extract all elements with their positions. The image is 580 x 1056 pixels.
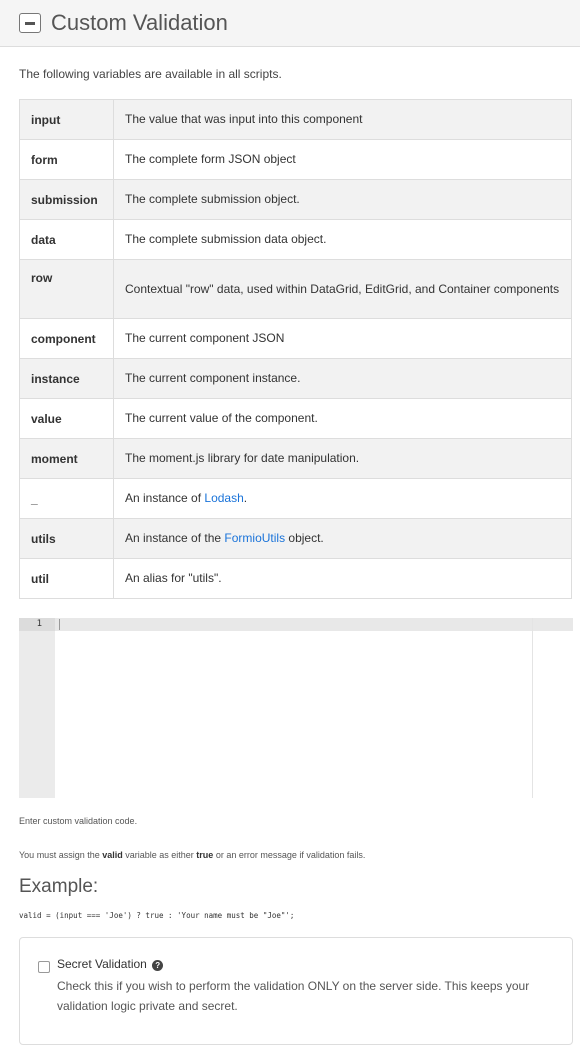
- lodash-link[interactable]: Lodash: [204, 491, 244, 505]
- table-row: [20, 359, 572, 399]
- table-row: [20, 479, 572, 519]
- variable-desc: The complete submission object.: [114, 180, 572, 220]
- help-text-valid: valid: [102, 850, 123, 860]
- variable-desc: The moment.js library for date manipulation.: [114, 439, 572, 479]
- secret-validation-row: [38, 957, 556, 1016]
- panel-body: [0, 67, 580, 1045]
- variable-desc: The complete form JSON object: [114, 140, 572, 180]
- secret-validation-label[interactable]: Secret Validation: [57, 957, 147, 971]
- help-text-assign-valid: [19, 850, 572, 860]
- variable-name: instance: [20, 359, 114, 399]
- secret-validation-checkbox[interactable]: [38, 961, 50, 973]
- table-row: [20, 260, 572, 319]
- secret-validation-label-wrap: [57, 957, 537, 1016]
- help-text-enter-code: Enter custom validation code.: [19, 816, 138, 826]
- variable-name: submission: [20, 180, 114, 220]
- variable-desc: The current value of the component.: [114, 399, 572, 439]
- variable-name: utils: [20, 519, 114, 559]
- variable-name: row: [20, 260, 114, 319]
- help-text-part: or an error message if validation fails.: [213, 850, 366, 860]
- table-row: [20, 319, 572, 359]
- line-number: 1: [19, 618, 55, 631]
- variable-desc: The current component JSON: [114, 319, 572, 359]
- variable-desc: The complete submission data object.: [114, 220, 572, 260]
- desc-suffix: .: [243, 491, 248, 505]
- panel-header: [0, 0, 580, 47]
- question-circle-icon[interactable]: ?: [152, 960, 163, 971]
- variable-name: form: [20, 140, 114, 180]
- variable-name: data: [20, 220, 114, 260]
- table-row: [20, 399, 572, 439]
- formioutils-link[interactable]: FormioUtils: [224, 531, 286, 545]
- editor-active-line: [55, 618, 573, 631]
- table-row: [20, 559, 572, 599]
- variable-desc: The value that was input into this component: [114, 100, 572, 140]
- table-row: [20, 100, 572, 140]
- table-row: [20, 220, 572, 260]
- help-text-part: variable as either: [122, 850, 197, 860]
- variable-desc: Contextual "row" data, used within DataGrid, EditGrid, and Container components: [114, 260, 572, 319]
- variable-name: value: [20, 399, 114, 439]
- panel-title: Custom Validation: [51, 10, 228, 35]
- text-cursor: [59, 619, 60, 630]
- secret-validation-box: [19, 937, 573, 1045]
- editor-gutter: [19, 618, 55, 798]
- variable-desc: [114, 479, 572, 519]
- desc-suffix: object.: [285, 531, 324, 545]
- variable-name: util: [20, 559, 114, 599]
- variable-name: _: [20, 479, 114, 519]
- print-margin: [532, 618, 533, 798]
- code-editor[interactable]: [19, 618, 573, 798]
- table-row: [20, 439, 572, 479]
- help-text-true: true: [196, 850, 214, 860]
- variable-name: input: [20, 100, 114, 140]
- variables-table: [19, 99, 572, 599]
- desc-prefix: An instance of the: [125, 531, 225, 545]
- table-row: [20, 519, 572, 559]
- table-row: [20, 180, 572, 220]
- collapse-icon[interactable]: [19, 13, 41, 33]
- secret-validation-description: Check this if you wish to perform the validation ONLY on the server side. This keeps your validation logic private and secret.: [57, 979, 530, 1013]
- desc-prefix: An instance of: [125, 491, 205, 505]
- variable-desc: [114, 519, 572, 559]
- variable-name: component: [20, 319, 114, 359]
- example-code: valid = (input === 'Joe') ? true : 'Your name must be "Joe"';: [19, 911, 295, 920]
- help-text-part: You must assign the: [19, 850, 103, 860]
- variable-desc: The current component instance.: [114, 359, 572, 399]
- example-title: Example:: [19, 876, 99, 897]
- variable-name: moment: [20, 439, 114, 479]
- table-row: [20, 140, 572, 180]
- variable-desc: An alias for "utils".: [114, 559, 572, 599]
- intro-text: The following variables are available in all scripts.: [19, 67, 282, 81]
